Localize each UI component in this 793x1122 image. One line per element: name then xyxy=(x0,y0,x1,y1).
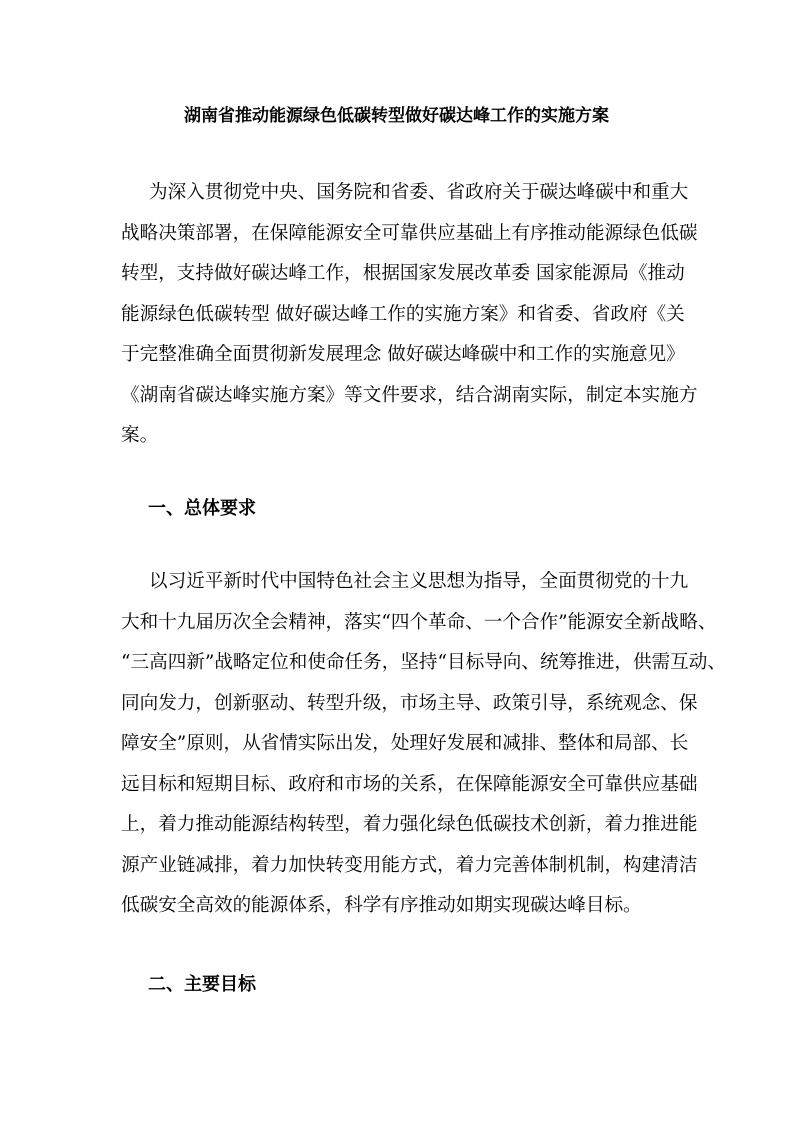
section1-line: 障安全”原则，从省情实际出发，处理好发展和减排、整体和局部、长 xyxy=(121,733,689,754)
document-title: 湖南省推动能源绿色低碳转型做好碳达峰工作的实施方案 xyxy=(184,106,609,126)
section1-line: 以习近平新时代中国特色社会主义思想为指导，全面贯彻党的十九 xyxy=(149,571,689,592)
section-heading-main-targets: 二、主要目标 xyxy=(148,974,256,995)
section1-line: 上，着力推动能源结构转型，着力强化绿色低碳技术创新，着力推进能 xyxy=(121,814,698,835)
intro-line: 能源绿色低碳转型 做好碳达峰工作的实施方案》和省委、省政府《关 xyxy=(121,303,685,325)
section1-line: 远目标和短期目标、政府和市场的关系，在保障能源安全可靠供应基础 xyxy=(121,773,698,795)
section1-paragraph xyxy=(121,562,726,927)
intro-line: 《湖南省碳达峰实施方案》等文件要求，结合湖南实际，制定本实施方 xyxy=(121,384,698,406)
intro-line: 转型，支持做好碳达峰工作，根据国家发展改革委 国家能源局《推动 xyxy=(121,263,685,284)
section1-line: “三高四新”战略定位和使命任务，坚持“目标导向、统筹推进，供需互动、 xyxy=(121,652,726,673)
section1-line: 大和十九届历次全会精神，落实“四个革命、一个合作”能源安全新战略、 xyxy=(121,611,717,633)
intro-line: 案。 xyxy=(121,425,159,446)
intro-line: 为深入贯彻党中央、国务院和省委、省政府关于碳达峰碳中和重大 xyxy=(149,182,689,203)
section1-line: 低碳安全高效的能源体系，科学有序推动如期实现碳达峰目标。 xyxy=(121,895,642,916)
section-heading-general-requirements: 一、总体要求 xyxy=(148,498,256,519)
intro-line: 战略决策部署，在保障能源安全可靠供应基础上有序推动能源绿色低碳 xyxy=(121,222,698,244)
section1-line: 同向发力，创新驱动、转型升级，市场主导、政策引导，系统观念、保 xyxy=(121,692,698,714)
section1-line: 源产业链减排，着力加快转变用能方式，着力完善体制机制，构建清洁 xyxy=(121,854,698,876)
intro-paragraph xyxy=(121,173,698,457)
intro-line: 于完整准确全面贯彻新发展理念 做好碳达峰碳中和工作的实施意见》 xyxy=(121,344,685,365)
